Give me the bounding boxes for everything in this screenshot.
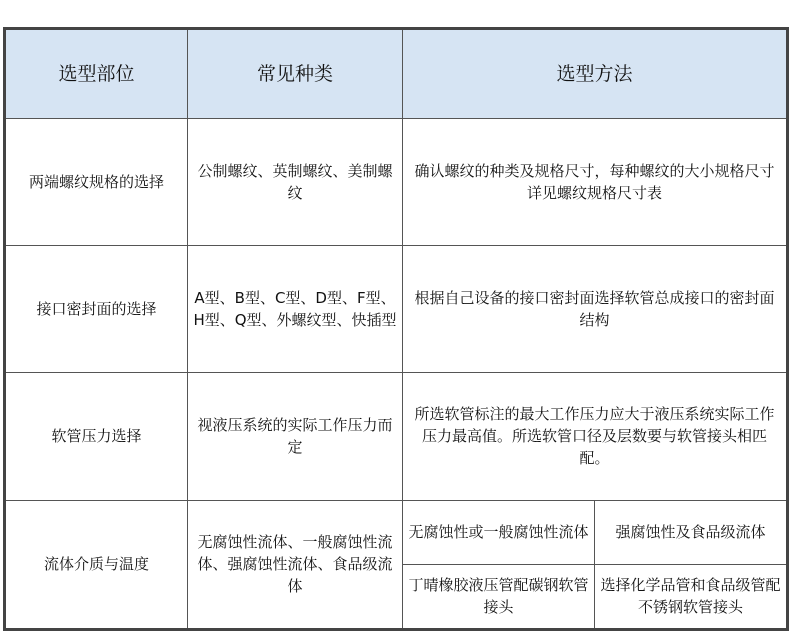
sub-medium-cell: 强腐蚀性及食品级流体 xyxy=(595,500,788,564)
header-types: 常见种类 xyxy=(188,29,403,119)
row-part: 软管压力选择 xyxy=(5,373,188,500)
hose-selection-table xyxy=(3,27,789,631)
row-types: 公制螺纹、英制螺纹、美制螺纹 xyxy=(188,118,403,245)
table-row xyxy=(5,373,788,500)
table-header-row xyxy=(5,29,788,119)
sub-medium-cell: 无腐蚀性或一般腐蚀性流体 xyxy=(403,500,595,564)
row-part: 流体介质与温度 xyxy=(5,500,188,629)
row-method: 根据自己设备的接口密封面选择软管总成接口的密封面结构 xyxy=(403,245,788,372)
row-types: A型、B型、C型、D型、F型、H型、Q型、外螺纹型、快插型 xyxy=(188,245,403,372)
row-types: 视液压系统的实际工作压力而定 xyxy=(188,373,403,500)
header-method: 选型方法 xyxy=(403,29,788,119)
table-row xyxy=(5,500,788,564)
sub-method-cell: 丁晴橡胶液压管配碳钢软管接头 xyxy=(403,564,595,629)
header-part: 选型部位 xyxy=(5,29,188,119)
sub-method-cell: 选择化学品管和食品级管配不锈钢软管接头 xyxy=(595,564,788,629)
row-part: 两端螺纹规格的选择 xyxy=(5,118,188,245)
row-types: 无腐蚀性流体、一般腐蚀性流体、强腐蚀性流体、食品级流体 xyxy=(188,500,403,629)
table-row xyxy=(5,245,788,372)
row-method: 所选软管标注的最大工作压力应大于液压系统实际工作压力最高值。所选软管口径及层数要与软管接头相匹配。 xyxy=(403,373,788,500)
row-part: 接口密封面的选择 xyxy=(5,245,188,372)
row-method: 确认螺纹的种类及规格尺寸，每种螺纹的大小规格尺寸详见螺纹规格尺寸表 xyxy=(403,118,788,245)
table-row xyxy=(5,118,788,245)
